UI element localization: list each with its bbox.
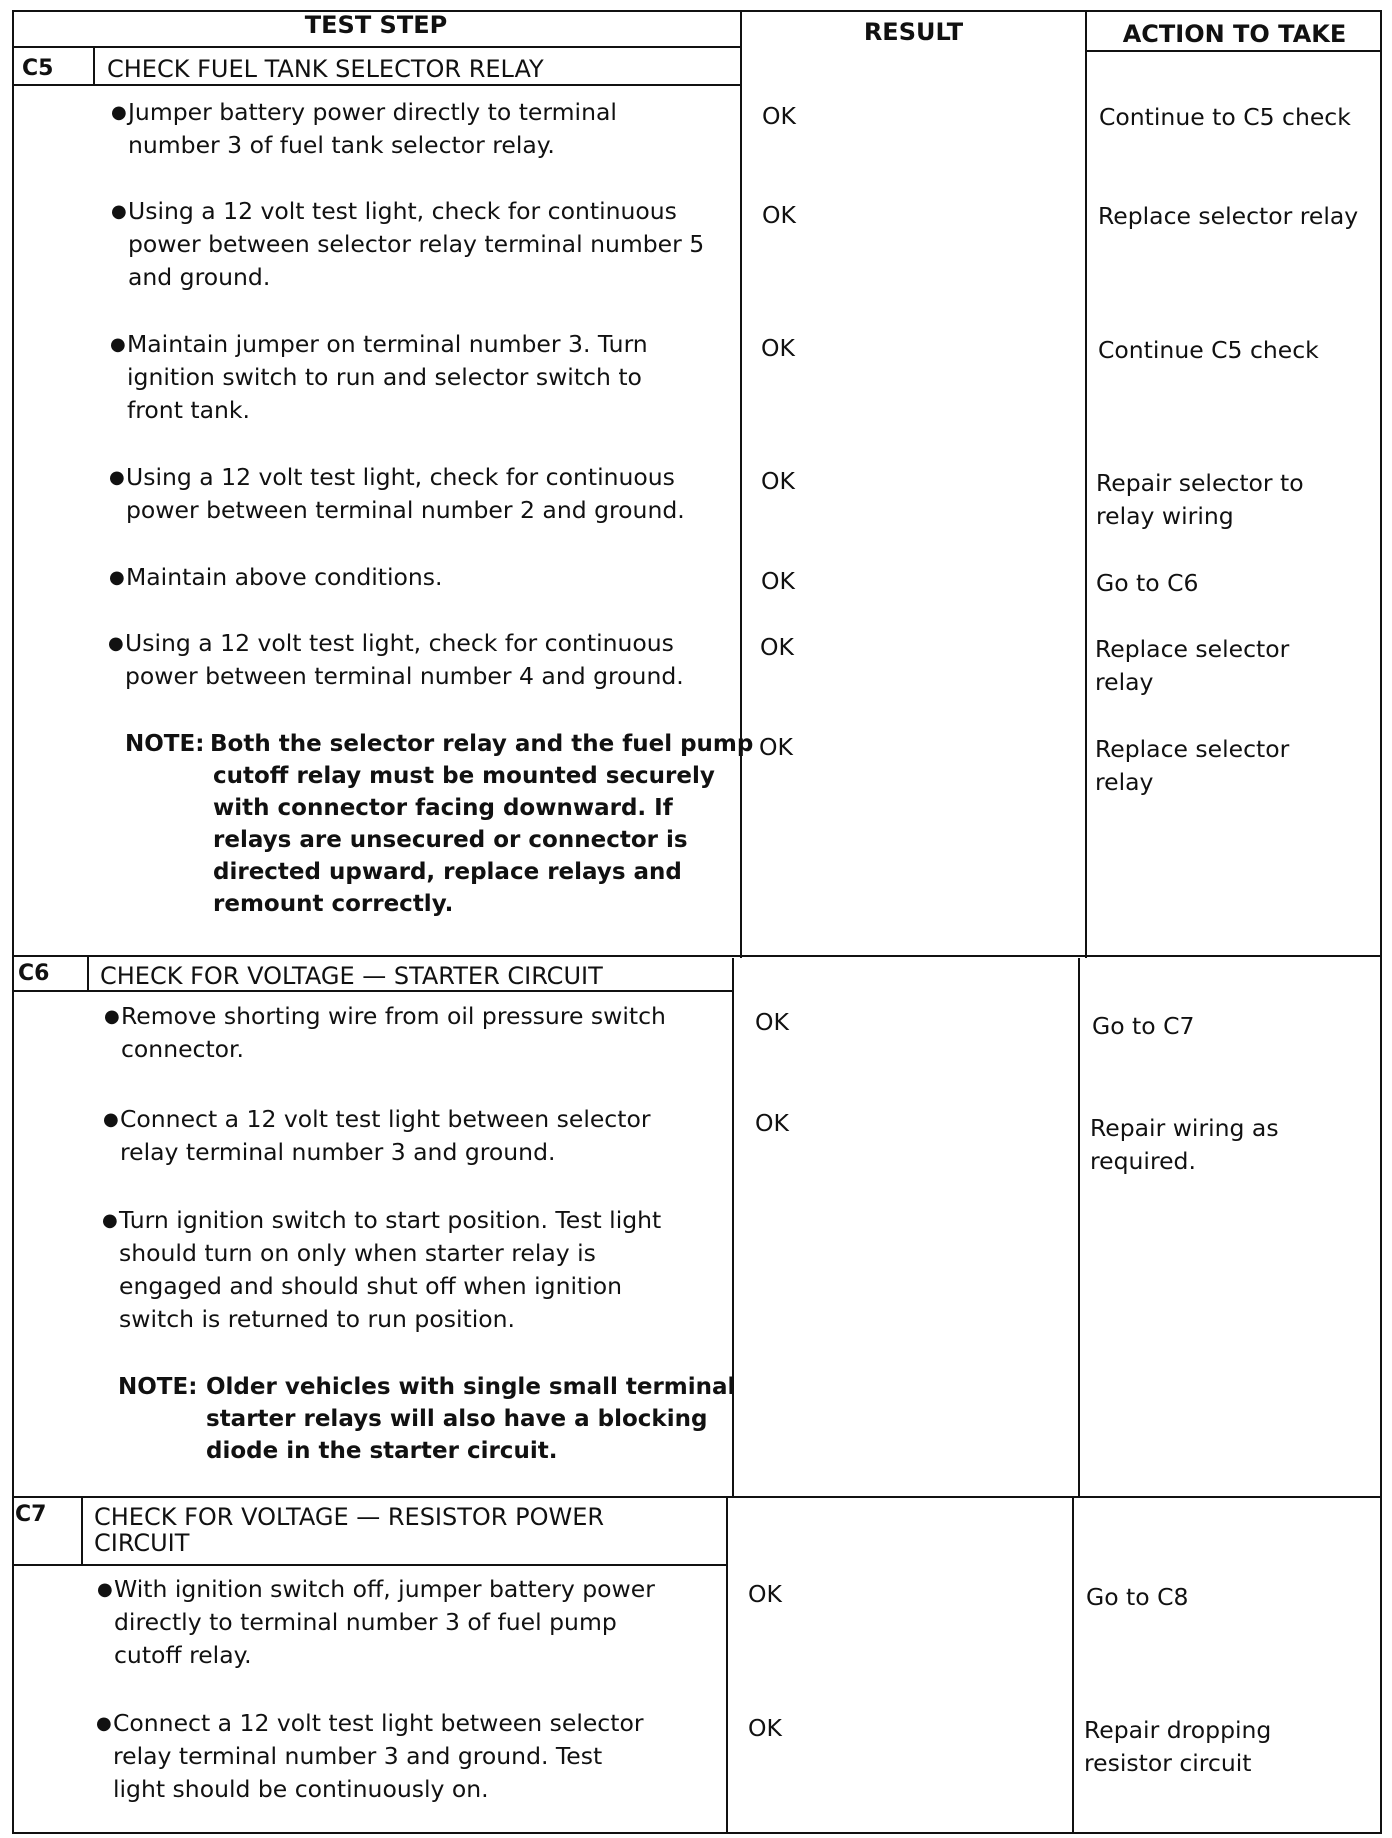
section-code: C6 bbox=[18, 961, 50, 986]
bullet-icon: ● bbox=[110, 334, 126, 355]
column-divider bbox=[1085, 10, 1087, 958]
column-divider bbox=[1072, 1498, 1074, 1834]
section-code: C7 bbox=[15, 1502, 47, 1527]
column-divider bbox=[740, 10, 742, 958]
action-text: Go to C8 bbox=[1086, 1583, 1189, 1611]
result-value: OK bbox=[761, 467, 795, 495]
bullet-icon: ● bbox=[96, 1713, 112, 1734]
bullet-icon: ● bbox=[111, 201, 127, 222]
action-text: Continue to C5 check bbox=[1099, 103, 1351, 131]
section-title: CHECK FOR VOLTAGE — STARTER CIRCUIT bbox=[100, 962, 603, 990]
note-label: NOTE: bbox=[125, 731, 205, 757]
code-divider bbox=[81, 1496, 83, 1566]
action-text: Continue C5 check bbox=[1098, 336, 1319, 364]
result-value: OK bbox=[761, 334, 795, 362]
action-text: Replace selector relay bbox=[1095, 635, 1290, 696]
test-step: ● Maintain above conditions. bbox=[126, 561, 443, 594]
action-text: Go to C6 bbox=[1096, 569, 1199, 597]
result-value: OK bbox=[762, 102, 796, 130]
section-code: C5 bbox=[22, 56, 54, 81]
code-divider bbox=[93, 46, 95, 86]
action-text: Repair dropping resistor circuit bbox=[1084, 1716, 1272, 1777]
result-value: OK bbox=[748, 1714, 782, 1742]
column-divider bbox=[732, 958, 734, 1498]
diagnostic-table: TEST STEP RESULT ACTION TO TAKE C5 CHECK FUEL TANK SELECTOR RELAY ● Jumper battery power directly to terminal number 3 of fuel tank selector relay. OK Continue to C5 check ● Using a 12 volt test light, check for continuous power between selector relay terminal number 5 and ground. OK Replace selector relay ● Maintain jumper on terminal number 3. Turn ignition switch to run and selector switch to front tank. OK Continue C5 check ● Using a 12 volt test light, check for continuous power between terminal number 2 and ground. OK Repair selector to relay wiring ● Maintain above conditions. OK Go to C6 ● Using a 12 volt test light, check for continuous power between terminal number 4 and ground. OK Replace selector relay NOTE: Both the selector relay and the fuel pump cutoff relay must be mounted securely with connector facing downward. If relays are unsecured or connector is directed upward, replace relays and remount correctly. OK Replace selector relay C6 CHECK FOR VOLTAGE — STARTER CIRCUIT ● Remove shorting wire from oil pressure switch connector. OK Go to C7 ● Connect a 12 volt test light between selector relay terminal number 3 and ground. OK Repair wiring as required. ● Turn ignition switch to start position. Test light should turn on only when starter relay is engaged and should shut off when ignition switch is returned to run position. NOTE: Older vehicles with single small terminal starter relays will also have a blocking diode in the starter circuit. C7 CHECK FOR VOLTAGE — RESISTOR POWER CIRCUIT ● With ignition switch off, jumper battery power directly to terminal number 3 of fuel pump cutoff relay. OK Go to C8 ● Connect a 12 volt test light between selector relay terminal number 3 and ground. Test light should be continuously on. OK Repair dropping resistor circuit bbox=[0, 0, 1392, 1838]
section-rule bbox=[12, 1564, 728, 1566]
test-step: ● Connect a 12 volt test light between selector relay terminal number 3 and ground. Test light should be continuously on. bbox=[96, 1709, 644, 1803]
action-text: Replace selector relay bbox=[1098, 202, 1359, 230]
bullet-icon: ● bbox=[109, 567, 125, 588]
result-value: OK bbox=[762, 201, 796, 229]
test-step: ● Turn ignition switch to start position. Test light should turn on only when starter relay is engaged and should shut off when ignition switch is returned to run position. bbox=[102, 1206, 662, 1333]
test-step: ● Remove shorting wire from oil pressure switch connector. bbox=[104, 1002, 666, 1063]
test-step: ● Using a 12 volt test light, check for continuous power between terminal number 4 and ground. bbox=[108, 629, 684, 690]
result-value: OK bbox=[755, 1008, 789, 1036]
result-value: OK bbox=[755, 1109, 789, 1137]
header-underline bbox=[1085, 50, 1382, 52]
result-value: OK bbox=[748, 1580, 782, 1608]
code-divider bbox=[87, 955, 89, 992]
test-step: ● Maintain jumper on terminal number 3. Turn ignition switch to run and selector switch to front tank. bbox=[110, 330, 648, 424]
header-test-step: TEST STEP bbox=[304, 11, 448, 39]
action-text: Repair selector to relay wiring bbox=[1096, 469, 1304, 530]
test-step: ● Using a 12 volt test light, check for continuous power between selector relay terminal number 5 and ground. bbox=[111, 197, 705, 291]
bullet-icon: ● bbox=[111, 102, 127, 123]
section-rule bbox=[12, 46, 742, 48]
bullet-icon: ● bbox=[97, 1579, 113, 1600]
section-title: CHECK FOR VOLTAGE — RESISTOR POWER CIRCUIT bbox=[94, 1503, 605, 1557]
column-divider bbox=[1078, 958, 1080, 1498]
bullet-icon: ● bbox=[104, 1006, 120, 1027]
test-step: ● Jumper battery power directly to terminal number 3 of fuel tank selector relay. bbox=[111, 98, 617, 159]
result-value: OK bbox=[761, 567, 795, 595]
action-text: Replace selector relay bbox=[1095, 735, 1290, 796]
test-step: ● Using a 12 volt test light, check for continuous power between terminal number 2 and ground. bbox=[109, 463, 685, 524]
bullet-icon: ● bbox=[109, 467, 125, 488]
test-step: ● Connect a 12 volt test light between selector relay terminal number 3 and ground. bbox=[103, 1105, 651, 1166]
note-label: NOTE: bbox=[118, 1374, 198, 1400]
action-text: Go to C7 bbox=[1092, 1012, 1195, 1040]
section-rule bbox=[12, 1496, 1382, 1498]
bullet-icon: ● bbox=[108, 633, 124, 654]
bullet-icon: ● bbox=[103, 1109, 119, 1130]
header-action: ACTION TO TAKE bbox=[1122, 20, 1347, 48]
result-value: OK bbox=[760, 633, 794, 661]
action-text: Repair wiring as required. bbox=[1090, 1114, 1279, 1175]
section-rule bbox=[12, 84, 742, 86]
column-divider bbox=[726, 1498, 728, 1834]
test-step: ● With ignition switch off, jumper battery power directly to terminal number 3 of fuel pump cutoff relay. bbox=[97, 1575, 655, 1669]
bullet-icon: ● bbox=[102, 1210, 118, 1231]
header-result: RESULT bbox=[863, 18, 964, 46]
section-rule bbox=[12, 955, 1382, 957]
result-value: OK bbox=[759, 733, 793, 761]
section-title: CHECK FUEL TANK SELECTOR RELAY bbox=[107, 55, 544, 83]
